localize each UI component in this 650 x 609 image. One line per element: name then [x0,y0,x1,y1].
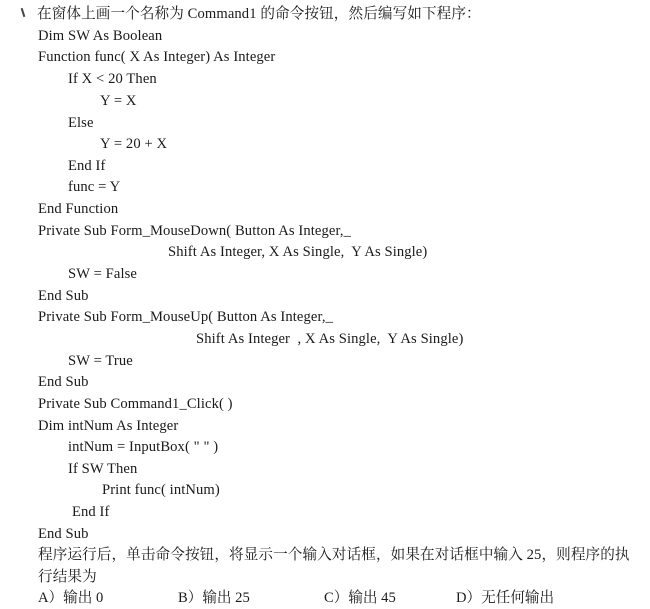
code-line: End If [72,504,110,520]
code-line: Private Sub Command1_Click( ) [38,396,233,412]
question-marker [21,8,26,17]
code-line: End Sub [38,374,89,390]
code-line: Else [68,115,94,131]
code-line: End Sub [38,526,89,542]
code-line: Print func( intNum) [102,482,220,498]
option-b: B）输出 25 [178,590,250,606]
option-c: C）输出 45 [324,590,396,606]
code-line: Y = 20 + X [100,136,168,152]
code-line: SW = False [68,266,137,282]
code-line: End If [68,158,106,174]
code-line: If X < 20 Then [68,71,157,87]
code-line: Shift As Integer, X As Single, Y As Single) [168,244,428,260]
question-intro: 在窗体上画一个名称为 Command1 的命令按钮，然后编写如下程序： [37,6,481,22]
code-line: Dim SW As Boolean [38,28,163,44]
code-line: End Function [38,201,119,217]
code-line: SW = True [68,353,133,369]
option-d: D）无任何输出 [456,590,555,606]
code-line: Y = X [100,93,137,109]
code-line: If SW Then [68,461,138,477]
code-line: Dim intNum As Integer [38,418,179,434]
code-line: Function func( X As Integer) As Integer [38,49,276,65]
question-prompt-line-2: 行结果为 [38,569,97,585]
code-line: intNum = InputBox( " " ) [68,439,219,455]
code-line: End Sub [38,288,89,304]
code-line: Private Sub Form_MouseDown( Button As Integer,_ [38,223,351,239]
code-line: func = Y [68,179,121,195]
question-prompt-line-1: 程序运行后，单击命令按钮，将显示一个输入对话框，如果在对话框中输入 25，则程序的执 [38,547,630,563]
code-line: Shift As Integer , X As Single, Y As Single) [196,331,464,347]
code-line: Private Sub Form_MouseUp( Button As Integer,_ [38,309,333,325]
option-a: A）输出 0 [38,590,104,606]
